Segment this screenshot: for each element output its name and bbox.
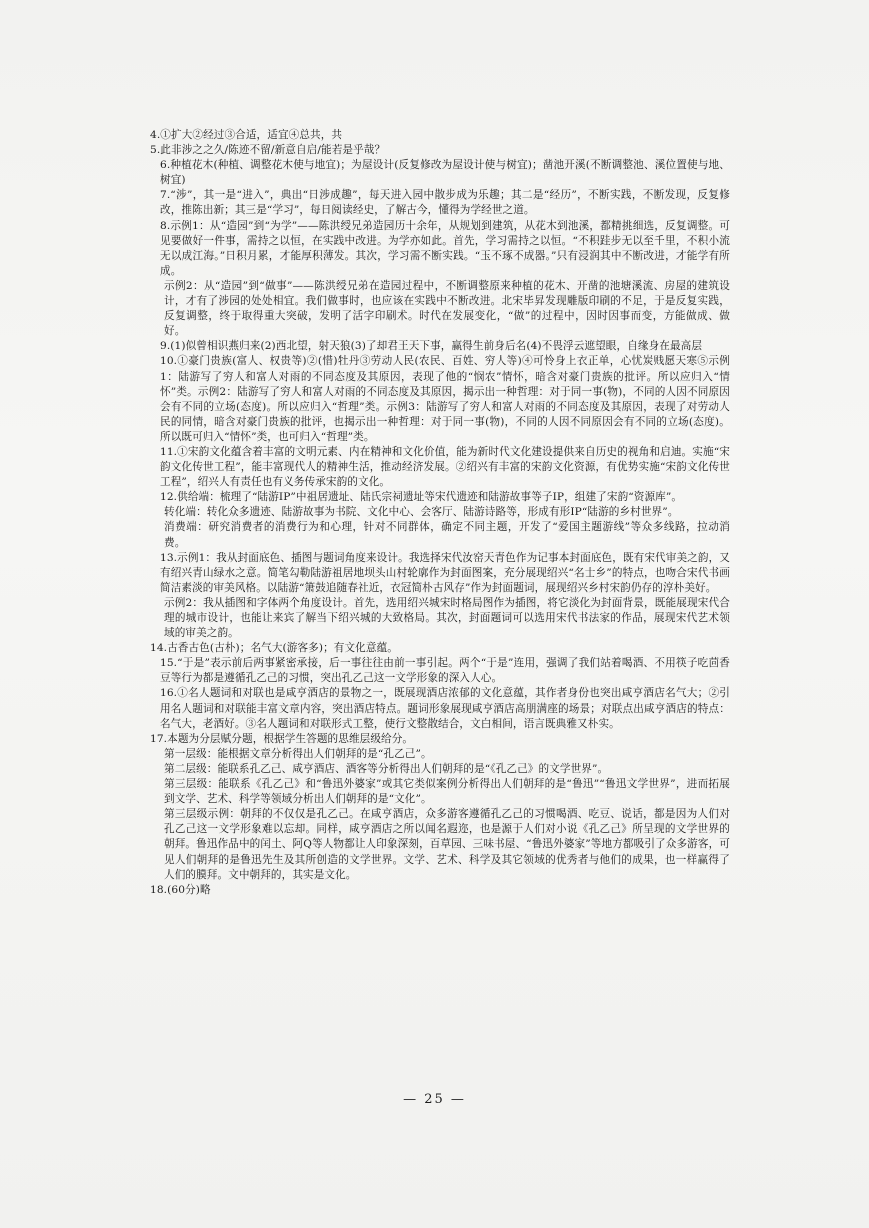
answer-10: 10.①豪门贵族(富人、权贵等)②(惜)牡丹③劳动人民(农民、百姓、穷人等)④可怜身上衣正单，心忧炭贱愿天寒⑤示例1：陆游写了穷人和富人对雨的不同态度及其原因，表现了他的“悯农”情怀，暗含对豪门贵族的批评。所以应归入“情怀”类。示例2：陆游写了穷人和富人对雨的不同态度及其原因，揭示出一种哲理：对于同一事(物)，不同的人因不同原因会有不同的立场(态度)。所以应归入“哲理”类。示例3：陆游写了穷人和富人对雨的不同态度及其原因，表现了对劳动人民的同情，暗含对豪门贵族的批评，也揭示出一种哲理：对于同一事(物)，不同的人因不同原因会有不同的立场(态度)。所以既可归入“情怀”类，也可归入“哲理”类。 — [160, 355, 730, 443]
answer-13-example-2: 示例2：我从插图和字体两个角度设计。首先，选用绍兴城宋时格局图作为插图，将它淡化为封面背景，既能展现宋代合理的城市设计，也能让来宾了解当下绍兴城的大致格局。其次，封面题词可以选用宋代书法家的作品，展现宋代艺术领域的审美之韵。 — [164, 596, 730, 640]
answer-15: 15.“于是”表示前后两事紧密承接，后一事往往由前一事引起。两个“于是”连用，强调了我们站着喝酒、不用筷子吃茴香豆等行为都是遵循孔乙己的习惯，突出孔乙己这一文学形象的深入人心。 — [160, 657, 730, 685]
answer-12-consume: 消费端：研究消费者的消费行为和心理，针对不同群体，确定不同主题，开发了“爱国主题游线”等众多线路，拉动消费。 — [164, 521, 730, 549]
answer-17-level-2: 第二层级：能联系孔乙己、咸亨酒店、酒客等分析得出人们朝拜的是“《孔乙己》的文学世界”。 — [164, 762, 609, 775]
answer-12-supply: 12.供给端：梳理了“陆游IP”中祖居遗址、陆氏宗祠遗址等宋代遗迹和陆游故事等子IP，组建了宋韵“资源库”。 — [160, 491, 683, 504]
answer-17-level-3: 第三层级：能联系《孔乙己》和“鲁迅外婆家”或其它类似案例分析得出人们朝拜的是“鲁迅”“鲁迅文学世界”，进而拓展到文学、艺术、科学等领域分析出人们朝拜的是“文化”。 — [164, 778, 730, 806]
answer-17: 17.本题为分层赋分题，根据学生答题的思维层级给分。 — [150, 732, 414, 745]
answer-6: 6.种植花木(种植、调整花木使与地宜)；为屋设计(反复修改为屋设计使与树宜)；凿池开溪(不断调整池、溪位置使与地、树宜) — [160, 159, 730, 187]
answer-17-level-3-example: 第三层级示例：朝拜的不仅仅是孔乙己。在咸亨酒店，众多游客遵循孔乙己的习惯喝酒、吃豆、说话，都是因为人们对孔乙己这一文学形象难以忘却。同样，咸亨酒店之所以闻名遐迩，也是源于人们对小说《孔乙己》所呈现的文学世界的朝拜。鲁迅作品中的闰土、阿Q等人物都让人印象深刻，百草园、三味书屋、“鲁迅外婆家”等地方都吸引了众多游客，可见人们朝拜的是鲁迅先生及其所创造的文学世界。文学、艺术、科学及其它领域的优秀者与他们的成果，也一样赢得了人们的膜拜。文中朝拜的，其实是文化。 — [164, 808, 730, 881]
answer-8-example-2: 示例2：从“造园”到“做事”——陈洪绶兄弟在造园过程中，不断调整原来种植的花木、开凿的池塘溪流、房屋的建筑设计，才有了涉园的处处相宜。我们做事时，也应该在实践中不断改进。北宋毕昇发现雕版印刷的不足，于是反复实践，反复调整，终于取得重大突破，发明了活字印刷术。时代在发展变化，“做”的过程中，因时因事而变，方能做成、做好。 — [164, 279, 730, 338]
answer-18: 18.(60分)略 — [150, 883, 211, 896]
answer-8-example-1: 8.示例1：从“造园”到“为学”——陈洪绶兄弟造园历十余年，从规划到建筑，从花木到池溪，都精挑细选，反复调整。可见要做好一件事，需持之以恒，在实践中改进。为学亦如此。首先，学习需持之以恒。“不积跬步无以至千里，不积小流无以成江海。”日积月累，才能厚积薄发。其次，学习需不断实践。“玉不琢不成器。”只有浸润其中不断改进，才能学有所成。 — [160, 219, 730, 277]
answer-9: 9.(1)似曾相识燕归来(2)西北望，射天狼(3)了却君王天下事，赢得生前身后名(4)不畏浮云遮望眼，自缘身在最高层 — [160, 340, 703, 353]
answer-16: 16.①名人题词和对联也是咸亨酒店的景物之一，既展现酒店浓郁的文化意蕴，其作者身份也突出咸亨酒店名气大；②引用名人题词和对联能丰富文章内容，突出酒店特点。题词形象展现咸亨酒店高朋满座的场景；对联点出咸亨酒店的特点：名气大，老酒好。③名人题词和对联形式工整，使行文整散结合，文白相间，语言既典雅又朴实。 — [160, 687, 730, 730]
answer-12-transform: 转化端：转化众多遗迹、陆游故事为书院、文化中心、会客厅、陆游诗路等，形成有形IP“陆游的乡村世界”。 — [164, 506, 679, 519]
answer-11: 11.①宋韵文化蕴含着丰富的文明元素、内在精神和文化价值，能为新时代文化建设提供来自历史的视角和启迪。实施“宋韵文化传世工程”，能丰富现代人的精神生活，推动经济发展。②绍兴有丰富的宋韵文化资源，有优势实施“宋韵文化传世工程”，绍兴人有责任也有义务传承宋韵的文化。 — [160, 445, 730, 489]
page-number: — 25 — — [403, 1092, 466, 1107]
answer-4: 4.①扩大②经过③合适，适宜④总共，共 — [150, 129, 343, 141]
answer-14: 14.古香古色(古朴)；名气大(游客多)；有文化意蕴。 — [150, 642, 398, 655]
answer-5: 5.此非涉之之久/陈迹不留/新意自启/能若是乎哉？ — [150, 144, 386, 157]
answer-7: 7.“涉”，其一是“进入”，典出“日涉成趣”，每天进入园中散步成为乐趣；其二是“经历”，不断实践，不断发现，反复修改，推陈出新；其三是“学习”，每日阅读经史，了解古今，懂得为学经世之道。 — [160, 189, 730, 217]
answer-13-example-1: 13.示例1：我从封面底色、插图与题词角度来设计。我选择宋代汝窑天青色作为记事本封面底色，既有宋代审美之韵，又有绍兴青山绿水之意。简笔勾勒陆游祖居地坝头山村轮廓作为封面图案，充分展现绍兴“名士乡”的特点，也吻合宋代书画简洁素淡的审美风格。以陆游“箫鼓追随春社近，衣冠简朴古风存”作为封面题词，展现绍兴乡村宋韵仍存的淳朴美好。 — [160, 551, 730, 594]
answer-17-level-1: 第一层级：能根据文章分析得出人们朝拜的是“孔乙己”。 — [164, 747, 432, 760]
answer-key — [150, 128, 730, 898]
